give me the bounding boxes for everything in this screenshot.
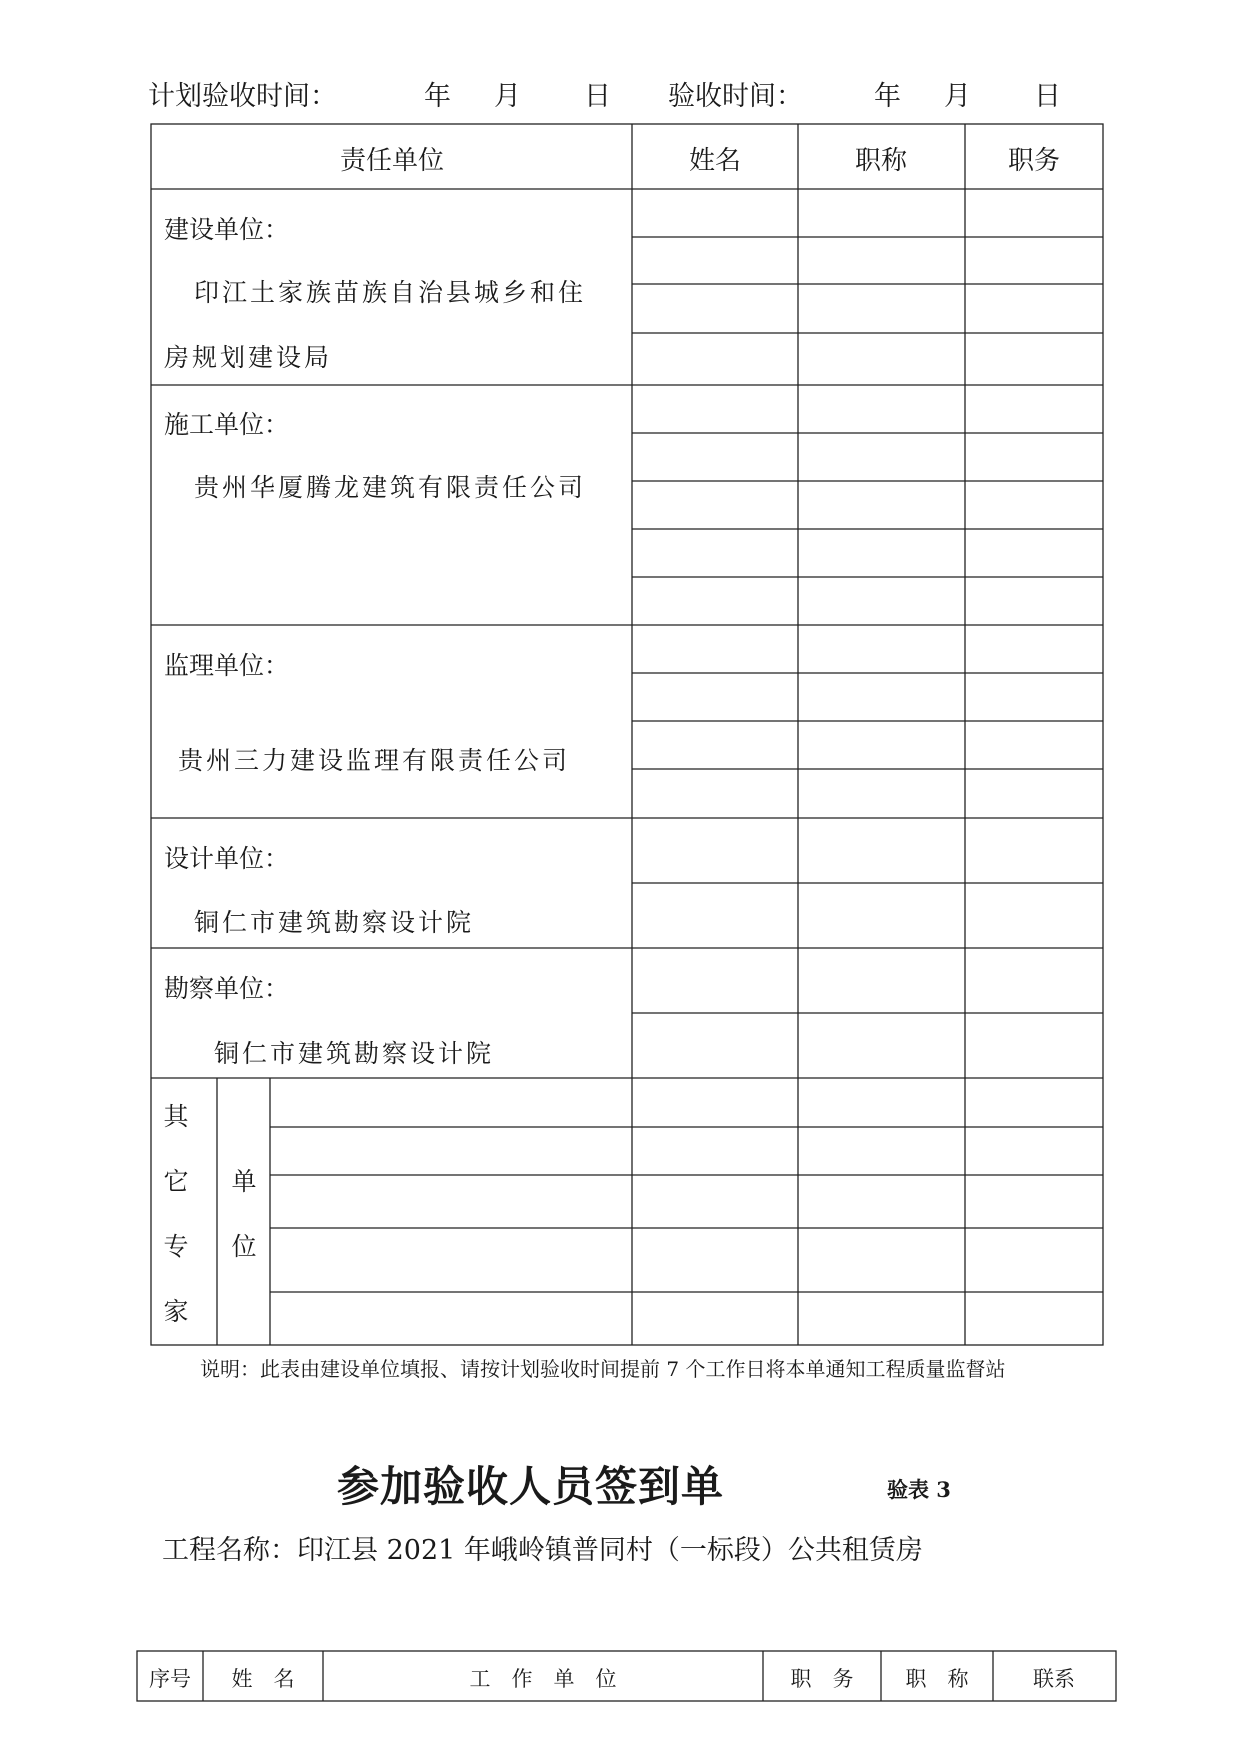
other-unit-char-1: 单 bbox=[231, 1167, 257, 1196]
other-experts-char-3: 专 bbox=[163, 1232, 189, 1261]
table-note: 说明：此表由建设单位填报、请按计划验收时间提前 7 个工作日将本单通知工程质量监督站 bbox=[200, 1357, 1006, 1381]
construction-unit-name-line2: 房规划建设局 bbox=[164, 343, 333, 372]
survey-unit-name: 铜仁市建筑勘察设计院 bbox=[214, 1039, 495, 1068]
supervision-unit-name: 贵州三力建设监理有限责任公司 bbox=[178, 746, 571, 775]
planned-month-label: 月 bbox=[494, 81, 521, 112]
design-unit-name: 铜仁市建筑勘察设计院 bbox=[194, 908, 475, 937]
signin-col-name: 姓 名 bbox=[231, 1667, 295, 1691]
signin-col-title: 职 称 bbox=[905, 1667, 969, 1691]
signin-col-work-unit: 工 作 单 位 bbox=[469, 1667, 617, 1691]
signin-sheet-title: 参加验收人员签到单 bbox=[337, 1462, 725, 1511]
form-code: 验表 3 bbox=[887, 1477, 951, 1502]
actual-month-label: 月 bbox=[944, 81, 971, 112]
project-name: 印江县 2021 年峨岭镇普同村（一标段）公共租赁房 bbox=[297, 1535, 923, 1566]
construction-unit-label: 建设单位： bbox=[164, 215, 290, 244]
acceptance-time-label: 验收时间： bbox=[668, 81, 803, 112]
other-experts-char-2: 它 bbox=[163, 1167, 189, 1196]
builder-unit-name: 贵州华厦腾龙建筑有限责任公司 bbox=[194, 473, 587, 502]
supervision-unit-label: 监理单位： bbox=[164, 651, 290, 680]
other-experts-char-4: 家 bbox=[163, 1297, 189, 1326]
actual-day-label: 日 bbox=[1034, 81, 1061, 112]
builder-unit-label: 施工单位： bbox=[164, 410, 290, 439]
planned-year-label: 年 bbox=[424, 81, 451, 112]
survey-unit-label: 勘察单位： bbox=[164, 974, 290, 1003]
construction-unit-name-line1: 印江土家族苗族自治县城乡和住 bbox=[194, 278, 587, 307]
planned-acceptance-time-label: 计划验收时间： bbox=[148, 81, 337, 112]
column-header-responsible-unit: 责任单位 bbox=[339, 146, 445, 176]
column-header-title: 职称 bbox=[854, 146, 908, 176]
actual-year-label: 年 bbox=[874, 81, 901, 112]
project-name-label: 工程名称： bbox=[162, 1535, 297, 1566]
planned-day-label: 日 bbox=[584, 81, 611, 112]
other-unit-char-2: 位 bbox=[231, 1232, 257, 1261]
other-experts-char-1: 其 bbox=[163, 1102, 189, 1131]
column-header-position: 职务 bbox=[1007, 146, 1061, 176]
signin-col-contact: 联系 bbox=[1033, 1667, 1075, 1691]
signin-col-serial: 序号 bbox=[149, 1667, 191, 1691]
design-unit-label: 设计单位： bbox=[164, 844, 290, 873]
signin-col-position: 职 务 bbox=[790, 1667, 854, 1691]
column-header-name: 姓名 bbox=[688, 146, 742, 176]
